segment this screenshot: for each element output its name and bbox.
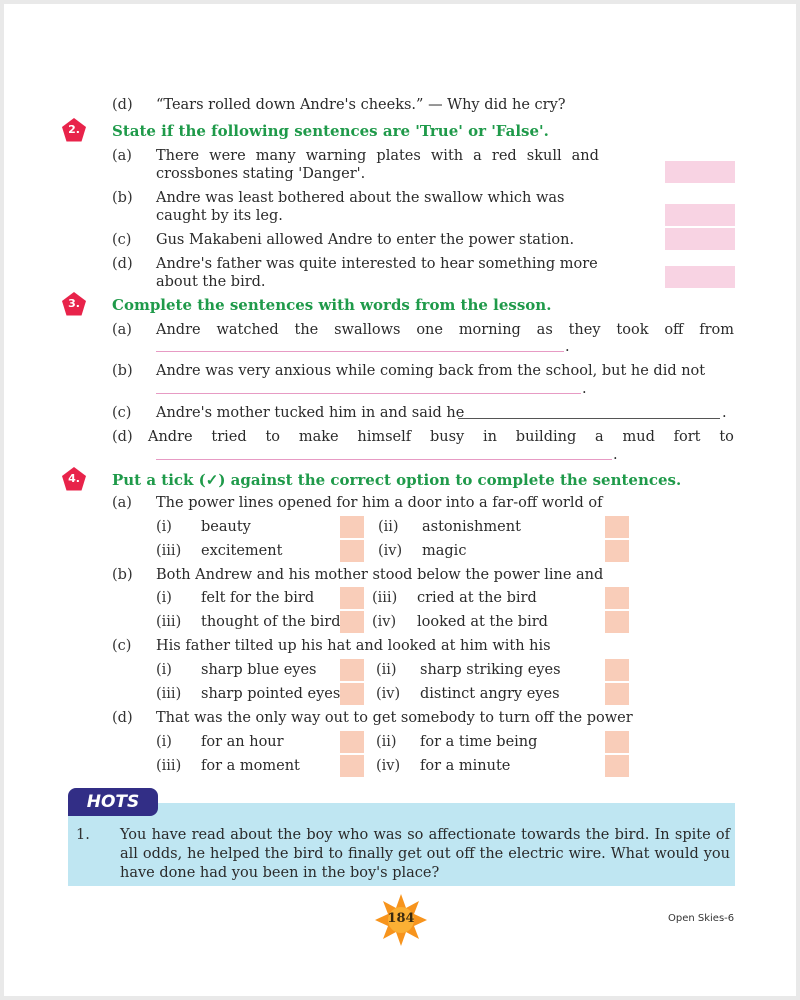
option-text: excitement (201, 543, 283, 559)
word: in (483, 429, 497, 445)
option-number: (ii) (376, 734, 397, 750)
option-number: (i) (156, 662, 172, 678)
tick-box[interactable] (605, 587, 629, 609)
tick-box[interactable] (340, 540, 364, 562)
option-text: sharp striking eyes (420, 662, 561, 678)
tick-box[interactable] (340, 587, 364, 609)
word: from (699, 322, 734, 338)
option-text: magic (422, 543, 467, 559)
word: warning (305, 148, 367, 164)
option-number: (iii) (156, 614, 182, 630)
q3-item-label: (d) (112, 429, 133, 445)
tick-box[interactable] (605, 683, 629, 705)
option-text: distinct angry eyes (420, 686, 560, 702)
q2-item-label: (d) (112, 256, 133, 272)
q3-item-end: . (722, 405, 727, 421)
true-false-answer-box[interactable] (665, 204, 735, 226)
question-number-badge (61, 291, 87, 317)
fill-in-blank-line[interactable] (156, 393, 581, 394)
word: one (416, 322, 443, 338)
word: with (430, 148, 464, 164)
word: watched (216, 322, 279, 338)
word: mud (622, 429, 655, 445)
option-text: astonishment (422, 519, 521, 535)
tick-box[interactable] (340, 731, 364, 753)
option-text: for an hour (201, 734, 284, 750)
word: took (616, 322, 649, 338)
question-number: 3. (68, 297, 80, 310)
q3-item-label: (a) (112, 322, 132, 338)
word: Andre (156, 322, 201, 338)
q4-item-stem: Both Andrew and his mother stood below the power line and (156, 567, 604, 583)
tick-box[interactable] (340, 611, 364, 633)
word: morning (458, 322, 521, 338)
option-text: for a time being (420, 734, 538, 750)
true-false-answer-box[interactable] (665, 266, 735, 288)
word: were (209, 148, 246, 164)
option-text: cried at the bird (417, 590, 537, 606)
option-number: (iii) (156, 686, 182, 702)
option-text: sharp blue eyes (201, 662, 317, 678)
textbook-page (4, 4, 796, 996)
q1-item-label: (d) (112, 97, 133, 113)
q2-item-line: Andre's father was quite interested to hear something more (156, 256, 598, 272)
word: fort (673, 429, 701, 445)
word: and (571, 148, 599, 164)
fill-in-blank-line[interactable] (156, 351, 564, 352)
tick-box[interactable] (340, 683, 364, 705)
word: they (568, 322, 601, 338)
q2-item-label: (c) (112, 232, 132, 248)
q3-item-text: Andre was very anxious while coming back from the school, but he did not (156, 363, 706, 379)
option-number: (i) (156, 590, 172, 606)
hots-question-number: 1. (76, 827, 90, 843)
tick-box[interactable] (605, 540, 629, 562)
hots-title: HOTS (68, 788, 158, 816)
word: There (156, 148, 200, 164)
hots-question-text: You have read about the boy who was so affectionate towards the bird. In spite of all odds, he helped the bird to finally get out off the electric wire. What would you have done had you been in the boy's place? (120, 827, 730, 881)
true-false-answer-box[interactable] (665, 161, 735, 183)
true-false-answer-box[interactable] (665, 228, 735, 250)
q2-heading: State if the following sentences are 'True' or 'False'. (112, 122, 549, 140)
q2-item-line: crossbones stating 'Danger'. (156, 166, 366, 182)
tick-box[interactable] (605, 516, 629, 538)
option-number: (iii) (372, 590, 398, 606)
word: to (265, 429, 281, 445)
q2-item-line (156, 147, 599, 165)
tick-box[interactable] (605, 611, 629, 633)
q3-item-line (156, 362, 734, 380)
q3-item-line (156, 321, 734, 339)
option-number: (iv) (376, 758, 401, 774)
q3-item-line (148, 428, 734, 446)
q3-item-label: (b) (112, 363, 133, 379)
word: busy (429, 429, 465, 445)
question-number: 4. (68, 472, 80, 485)
q4-item-stem: That was the only way out to get somebody to turn off the power (156, 710, 633, 726)
q1-item-text: “Tears rolled down Andre's cheeks.” — Why did he cry? (156, 97, 566, 113)
word: tried (211, 429, 247, 445)
q2-item-line: Gus Makabeni allowed Andre to enter the power station. (156, 232, 575, 248)
option-number: (iv) (376, 686, 401, 702)
option-number: (i) (156, 519, 172, 535)
option-number: (ii) (378, 519, 399, 535)
q4-item-label: (a) (112, 495, 132, 511)
question-number: 2. (68, 123, 80, 136)
option-number: (iv) (378, 543, 403, 559)
q3-item-end: . (613, 447, 618, 463)
fill-in-blank-line[interactable] (458, 418, 720, 419)
tick-box[interactable] (605, 659, 629, 681)
question-number-badge (61, 117, 87, 143)
word: Andre (148, 429, 193, 445)
option-number: (i) (156, 734, 172, 750)
option-text: felt for the bird (201, 590, 315, 606)
q3-heading: Complete the sentences with words from the lesson. (112, 296, 552, 314)
option-number: (iii) (156, 758, 182, 774)
q4-item-label: (c) (112, 638, 132, 654)
q4-item-label: (b) (112, 567, 133, 583)
q4-item-stem: His father tilted up his hat and looked at him with his (156, 638, 551, 654)
word: a (473, 148, 482, 164)
word: many (255, 148, 296, 164)
word: swallows (334, 322, 401, 338)
word: to (719, 429, 734, 445)
q2-item-line: caught by its leg. (156, 208, 283, 224)
word: himself (357, 429, 412, 445)
option-number: (iv) (372, 614, 397, 630)
q3-item-end: . (565, 339, 570, 355)
page-number: 184 (387, 911, 415, 926)
q2-item-line: about the bird. (156, 274, 266, 290)
q3-item-label: (c) (112, 405, 132, 421)
word: make (298, 429, 339, 445)
tick-box[interactable] (340, 755, 364, 777)
option-number: (iii) (156, 543, 182, 559)
question-number-badge (61, 466, 87, 492)
option-text: thought of the bird (201, 614, 341, 630)
word: as (536, 322, 553, 338)
word: the (294, 322, 319, 338)
book-title-footer: Open Skies-6 (668, 913, 735, 924)
q2-item-label: (b) (112, 190, 133, 206)
word: skull (526, 148, 562, 164)
q4-item-stem: The power lines opened for him a door into a far-off world of (156, 495, 603, 511)
fill-in-blank-line[interactable] (156, 459, 612, 460)
option-text: looked at the bird (417, 614, 548, 630)
word: off (664, 322, 684, 338)
tick-box[interactable] (605, 731, 629, 753)
tick-box[interactable] (605, 755, 629, 777)
word: a (595, 429, 604, 445)
q4-item-label: (d) (112, 710, 133, 726)
q3-item-text: Andre's mother tucked him in and said he (156, 405, 465, 421)
option-text: sharp pointed eyes (201, 686, 341, 702)
option-text: for a minute (420, 758, 511, 774)
q3-item-end: . (582, 381, 587, 397)
option-text: beauty (201, 519, 251, 535)
word: building (515, 429, 577, 445)
q2-item-line: Andre was least bothered about the swallow which was (156, 190, 565, 206)
q4-heading: Put a tick (✓) against the correct option to complete the sentences. (112, 471, 682, 489)
option-text: for a moment (201, 758, 300, 774)
q2-item-label: (a) (112, 148, 132, 164)
tick-box[interactable] (340, 659, 364, 681)
word: red (491, 148, 517, 164)
tick-box[interactable] (340, 516, 364, 538)
page-number-badge (373, 892, 429, 948)
word: plates (376, 148, 421, 164)
option-number: (ii) (376, 662, 397, 678)
